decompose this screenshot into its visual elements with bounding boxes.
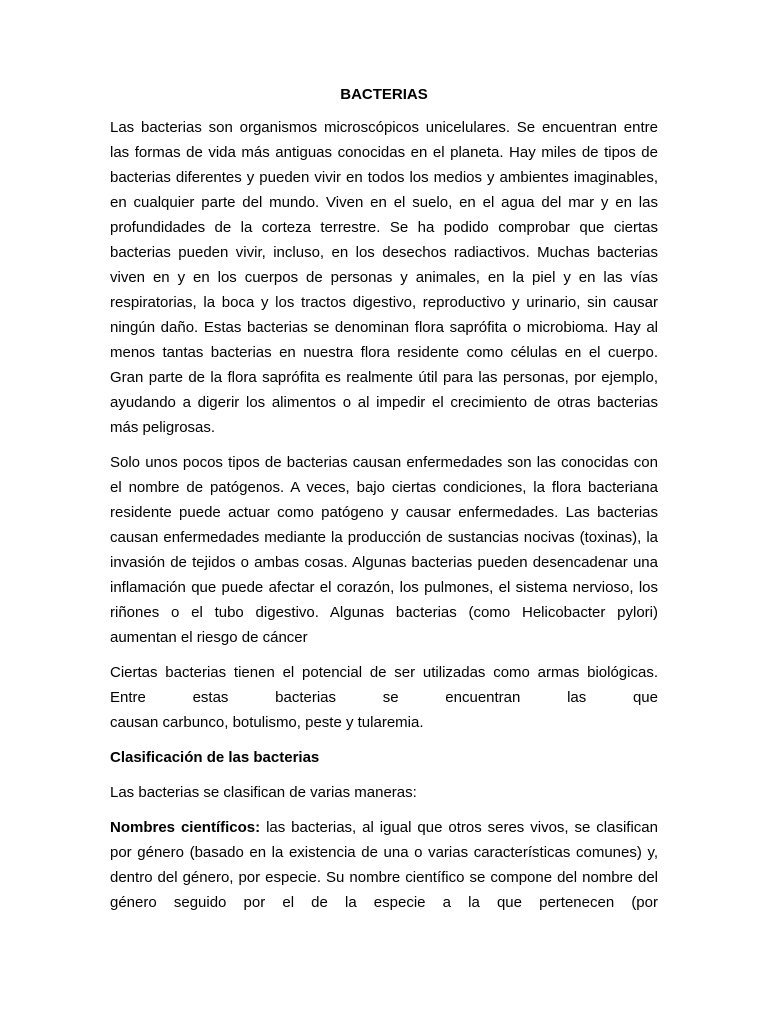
section-heading: Clasificación de las bacterias [110, 749, 320, 766]
classification-intro: Las bacterias se clasifican de varias maneras: [110, 784, 417, 801]
paragraph-line: Ciertas bacterias tienen el potencial de ser utilizadas como armas biológicas. [110, 664, 658, 681]
paragraph-scientific-names [110, 815, 658, 915]
paragraph-line: causan carbunco, botulismo, peste y tularemia. [110, 714, 424, 731]
term-label: Nombres científicos: [110, 819, 261, 836]
paragraph-line: Entre estas bacterias se encuentran las que [110, 689, 658, 706]
term-description: las bacterias, al igual que otros seres vivos, se clasifican por género (basado en la existencia de una o varias características comunes) y, dentro del género, por especie. Su nombre científico se compone del nombre del género seguido por el de la especie a la que pertenecen (por [110, 819, 658, 911]
paragraph-intro: Las bacterias son organismos microscópicos unicelulares. Se encuentran entre las formas de vida más antiguas conocidas en el planeta. Hay miles de tipos de bacterias diferentes y pueden vivir en todos los medios y ambientes imaginables, en cualquier parte del mundo. Viven en el suelo, en el agua del mar y en las profundidades de la corteza terrestre. Se ha podido comprobar que ciertas bacterias pueden vivir, incluso, en los desechos radiactivos. Muchas bacterias viven en y en los cuerpos de personas y animales, en la piel y en las vías respiratorias, la boca y los tractos digestivo, reproductivo y urinario, sin causar ningún daño. Estas bacterias se denominan flora saprófita o microbioma. Hay al menos tantas bacterias en nuestra flora residente como células en el cuerpo. Gran parte de la flora saprófita es realmente útil para las personas, por ejemplo, ayudando a digerir los alimentos o al impedir el crecimiento de otras bacterias más peligrosas. [110, 119, 658, 436]
paragraph-biological-weapons [110, 660, 658, 735]
document-title: BACTERIAS [340, 86, 428, 103]
document-page [110, 82, 658, 925]
paragraph-pathogens: Solo unos pocos tipos de bacterias causan enfermedades son las conocidas con el nombre de patógenos. A veces, bajo ciertas condiciones, la flora bacteriana residente puede actuar como patógeno y causar enfermedades. Las bacterias causan enfermedades mediante la producción de sustancias nocivas (toxinas), la invasión de tejidos o ambas cosas. Algunas bacterias pueden desencadenar una inflamación que puede afectar el corazón, los pulmones, el sistema nervioso, los riñones o el tubo digestivo. Algunas bacterias (como Helicobacter pylori) aumentan el riesgo de cáncer [110, 454, 658, 646]
